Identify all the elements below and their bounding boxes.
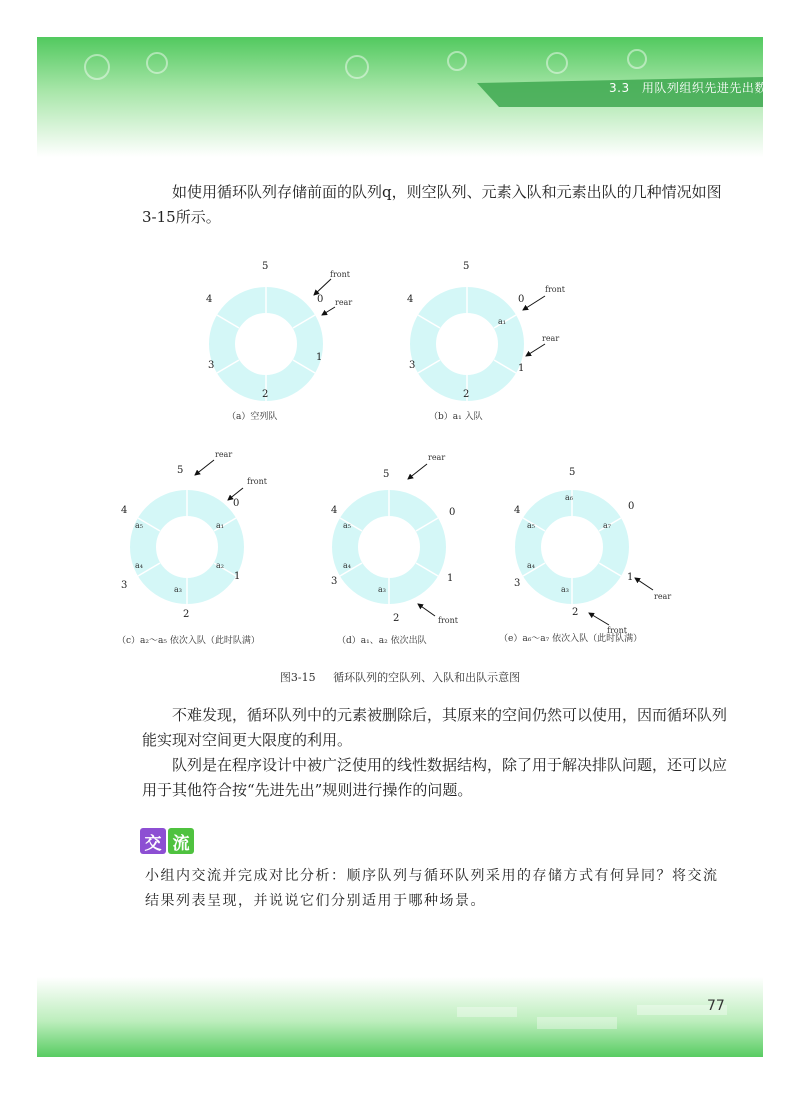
element-a1: a₁ [216,521,224,530]
section-name: 用队列组织先进先出数据 [641,81,780,95]
element-a4: a₄ [343,561,351,570]
position-4: 4 [121,505,128,516]
section-title [609,79,779,96]
position-4: 4 [407,294,414,305]
diagram-d-dequeue [331,453,459,646]
front-label: front [330,270,350,279]
position-0: 0 [518,294,525,305]
element-a4: a₄ [527,561,535,570]
position-3: 3 [121,580,128,591]
badge-char-jiao: 交 [140,828,166,854]
position-4: 4 [514,505,521,516]
position-1: 1 [627,572,634,583]
element-a3: a₃ [561,585,569,594]
discussion-text: 小组内交流并完成对比分析：顺序队列与循环队列采用的存储方式有何异同？将交流结果列表呈现，并说说它们分别适用于哪种场景。 [145,868,719,909]
position-0: 0 [317,294,324,305]
position-2: 2 [572,607,579,618]
diagram-b-enqueue-a1 [407,261,566,422]
diagram-a-caption: （a）空列队 [227,412,278,422]
position-1: 1 [518,363,525,374]
position-5: 5 [463,261,470,272]
page-number: 77 [707,998,725,1014]
element-a3: a₃ [378,585,386,594]
diagram-e-caption: （e）a₆～a₇ 依次入队（此时队满） [499,634,643,644]
position-4: 4 [206,294,213,305]
position-0: 0 [628,501,635,512]
discussion-badge [140,828,194,854]
header-banner [37,37,763,157]
rear-label: rear [542,334,560,343]
diagram-c-queue-full [117,450,268,646]
position-4: 4 [331,505,338,516]
position-3: 3 [331,576,338,587]
position-2: 2 [183,609,190,620]
position-1: 1 [316,352,323,363]
observation-paragraph: 不难发现，循环队列中的元素被删除后，其原来的空间仍然可以使用，因而循环队列能实现对空间更大限度的利用。 [142,706,728,749]
position-2: 2 [262,389,269,400]
element-a6: a₆ [565,493,573,502]
front-label: front [545,285,565,294]
rear-label: rear [335,298,353,307]
position-1: 1 [234,571,241,582]
position-3: 3 [208,360,215,371]
diagram-e-queue-full-again [499,467,671,644]
circular-queue-figure [37,247,763,667]
position-2: 2 [463,389,470,400]
element-a5: a₅ [135,521,143,530]
diagram-b-caption: （b）a₁ 入队 [429,412,483,422]
element-a1: a₁ [498,317,506,326]
diagram-c-caption: （c）a₂～a₅ 依次入队（此时队满） [117,636,260,646]
position-1: 1 [447,573,454,584]
element-a4: a₄ [135,561,143,570]
footer-banner [37,977,763,1057]
position-5: 5 [569,467,576,478]
position-3: 3 [409,360,416,371]
position-0: 0 [449,507,456,518]
badge-char-liu: 流 [168,828,194,854]
rear-label: rear [428,453,446,462]
figure-number: 图3-15 [279,671,316,684]
position-5: 5 [383,469,390,480]
element-a5: a₅ [343,521,351,530]
diagram-d-caption: （d）a₁、a₂ 依次出队 [337,636,427,646]
figure-caption [37,669,763,685]
section-number: 3.3 [609,81,630,95]
rear-label: rear [654,592,672,601]
front-label: front [438,616,458,625]
position-5: 5 [177,465,184,476]
element-a7: a₇ [603,521,611,530]
front-label: front [607,626,627,635]
position-2: 2 [393,613,400,624]
element-a2: a₂ [216,561,224,570]
intro-paragraph: 如使用循环队列存储前面的队列q，则空队列、元素入队和元素出队的几种情况如图3-15所示。 [142,183,722,226]
element-a5: a₅ [527,521,535,530]
figure-caption-text: 循环队列的空队列、入队和出队示意图 [333,671,521,684]
element-a3: a₃ [174,585,182,594]
position-5: 5 [262,261,269,272]
rear-label: rear [215,450,233,459]
front-label: front [247,477,267,486]
position-0: 0 [233,498,240,509]
textbook-page [37,37,780,1057]
position-3: 3 [514,578,521,589]
application-paragraph: 队列是在程序设计中被广泛使用的线性数据结构，除了用于解决排队问题，还可以应用于其他符合按“先进先出”规则进行操作的问题。 [142,756,728,799]
diagram-a-empty-queue [206,261,352,422]
